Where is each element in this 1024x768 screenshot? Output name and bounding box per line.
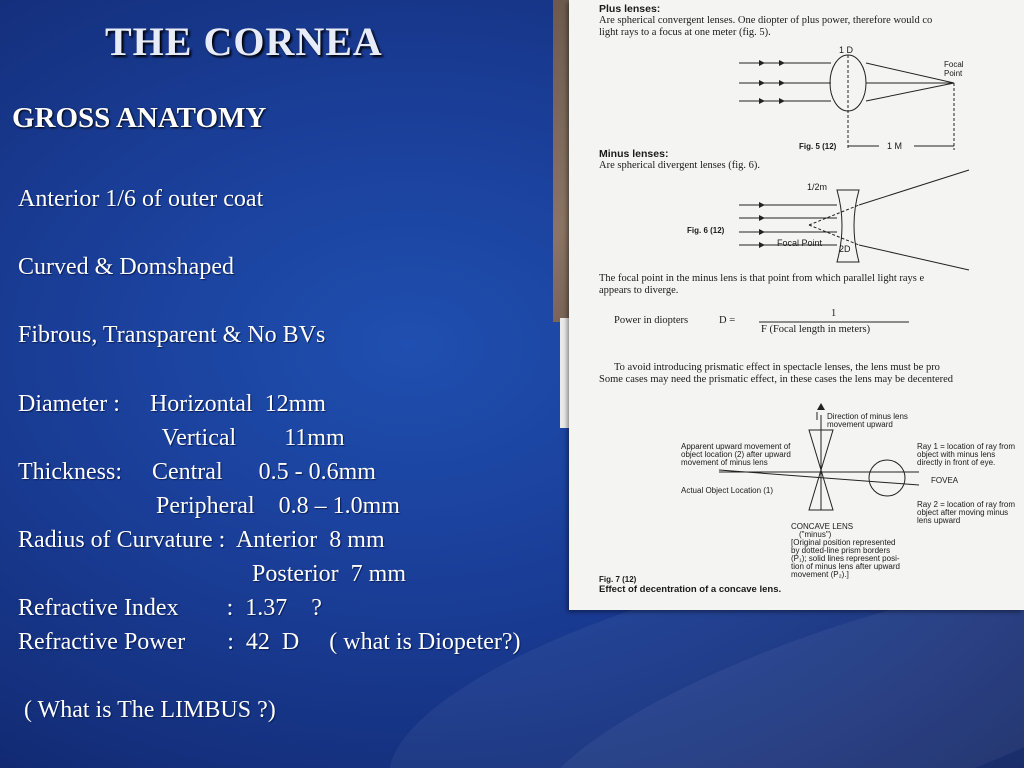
minus-lenses-heading: Minus lenses: (599, 148, 669, 160)
body-line: Refractive Index : 1.37 ? (18, 595, 322, 621)
fig7-label: tion of minus lens after upward (791, 562, 900, 571)
fig5-focal-label: Point (944, 69, 963, 78)
fig5-distance: 1 M (887, 141, 903, 151)
body-line: Fibrous, Transparent & No BVs (18, 322, 326, 348)
body-line: Thickness: Central 0.5 - 0.6mm (18, 459, 376, 485)
page-text: The focal point in the minus lens is that point from which parallel light rays e (599, 273, 925, 284)
page-text: light rays to a focus at one meter (fig. 5). (599, 27, 771, 38)
fig7-caption: Fig. 7 (12) (599, 575, 637, 584)
fig6-caption: Fig. 6 (12) (687, 226, 725, 235)
fig7-label: by dotted-line prism borders (791, 546, 891, 555)
fig7-label: directly in front of eye. (917, 458, 996, 467)
fig5-focal-label: Focal (944, 60, 964, 69)
fig7-label: Actual Object Location (1) (681, 486, 774, 495)
fig7-label: object location (2) after upward (681, 450, 791, 459)
body-line: Curved & Domshaped (18, 254, 234, 280)
fig7-caption: Effect of decentration of a concave lens. (599, 584, 782, 595)
page-text: appears to diverge. (599, 285, 679, 296)
fig7-label: movement (P₂).] (791, 570, 849, 579)
body-line: Diameter : Horizontal 12mm (18, 391, 326, 417)
fig7-label: (P₁); solid lines represent posi- (791, 554, 900, 563)
fig7-label: Apparent upward movement of (681, 442, 791, 451)
slide-title: THE CORNEA (105, 19, 383, 64)
textbook-page-image (569, 0, 1024, 610)
fig7-label: [Original position represented (791, 538, 896, 547)
formula-d: D = (719, 315, 736, 326)
body-line: Radius of Curvature : Anterior 8 mm (18, 527, 385, 553)
fig5-caption: Fig. 5 (12) (799, 142, 837, 151)
slide-subtitle: GROSS ANATOMY (12, 102, 267, 134)
fig7-label: Direction of minus lens (827, 412, 908, 421)
body-line: Vertical 11mm (18, 425, 345, 451)
plus-lenses-heading: Plus lenses: (599, 3, 661, 15)
fig7-label: movement upward (827, 420, 893, 429)
page-text: Are spherical divergent lenses (fig. 6). (599, 160, 761, 171)
fig7-label: ("minus") (799, 530, 832, 539)
fig7-label: Ray 2 = location of ray from (917, 500, 1016, 509)
fig7-label: Ray 1 = location of ray from (917, 442, 1016, 451)
page-text: Some cases may need the prismatic effect, in these cases the lens may be decentered (599, 374, 954, 385)
page-text: Are spherical convergent lenses. One diopter of plus power, therefore would co (599, 15, 933, 26)
fig7-label: lens upward (917, 516, 961, 525)
fig7-label: movement of minus lens (681, 458, 768, 467)
formula-denominator: F (Focal length in meters) (761, 324, 871, 335)
body-line: Peripheral 0.8 – 1.0mm (18, 493, 400, 519)
body-line: Anterior 1/6 of outer coat (18, 186, 264, 212)
fig7-label: object with minus lens (917, 450, 996, 459)
fig6-lens-label: 1/2m (807, 182, 828, 192)
body-line: Refractive Power : 42 D ( what is Diopeter?) (18, 629, 521, 655)
fig6-focal: Focal Point (777, 238, 823, 248)
fig7-label: object after moving minus (917, 508, 1009, 517)
fig5-lens-label: 1 D (839, 45, 854, 55)
body-line: ( What is The LIMBUS ?) (18, 697, 276, 723)
formula-label: Power in diopters (614, 315, 689, 326)
formula-numerator: 1 (831, 308, 837, 319)
body-line: Posterior 7 mm (18, 561, 406, 587)
fig6-power: 2D (839, 244, 851, 254)
fig7-label: FOVEA (931, 476, 959, 485)
page-text: To avoid introducing prismatic effect in spectacle lenses, the lens must be pro (614, 362, 940, 373)
fig7-label: CONCAVE LENS (791, 522, 854, 531)
